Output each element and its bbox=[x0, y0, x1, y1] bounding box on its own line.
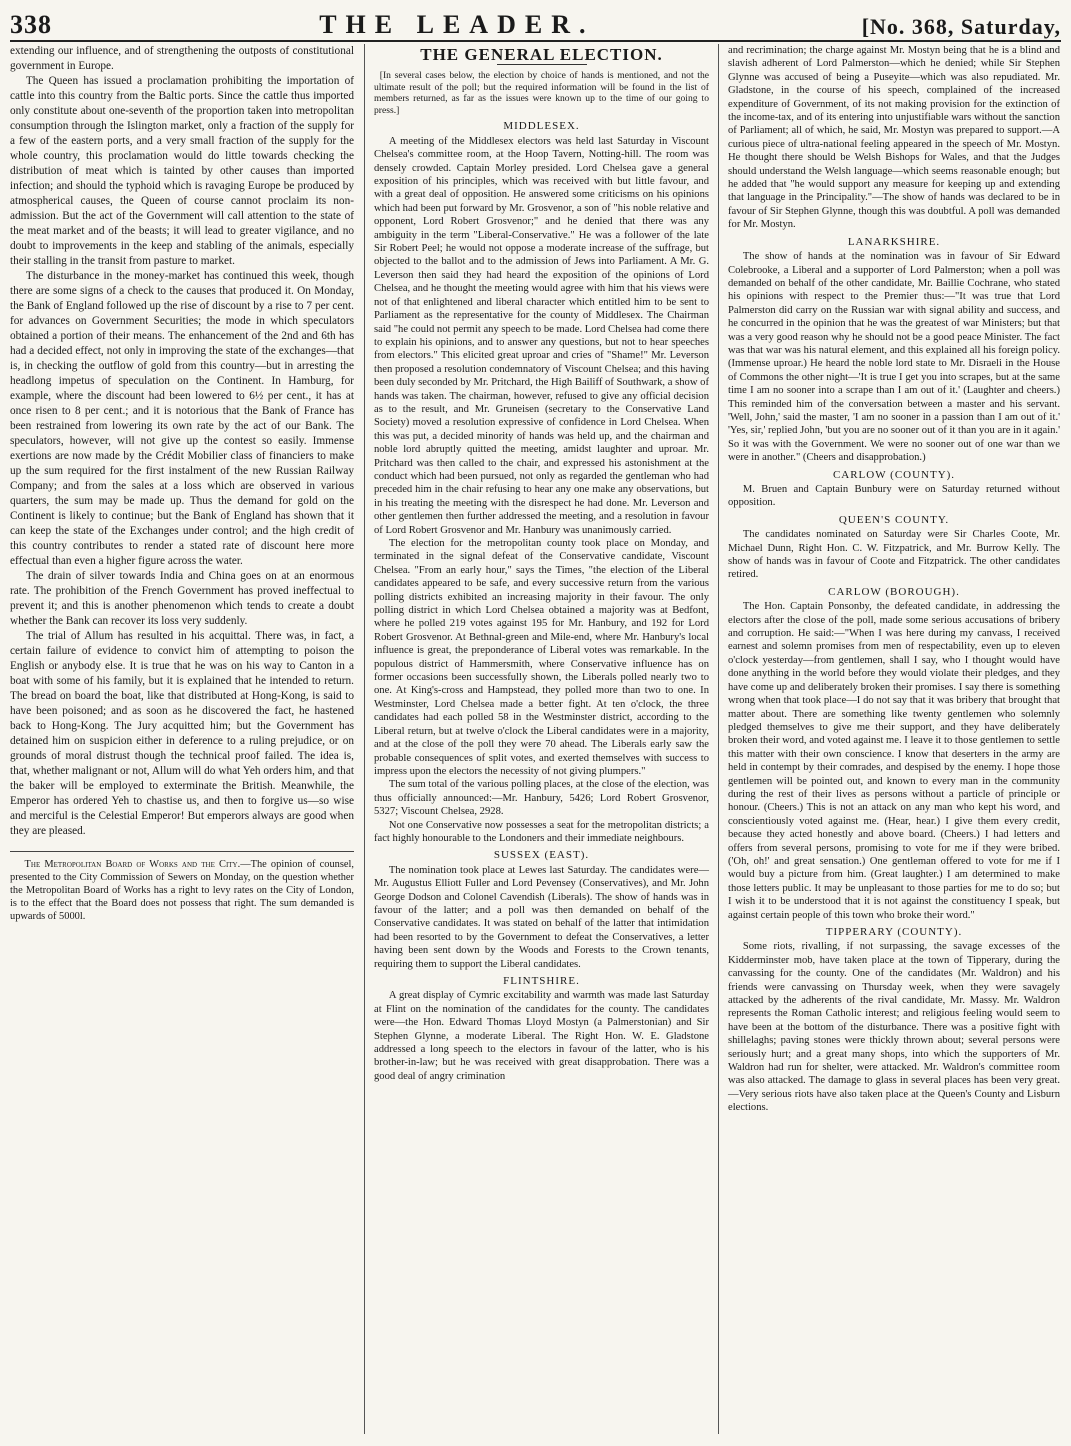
paragraph: A great display of Cymric excitability and warmth was made last Saturday at Flint on the nomination of the candidates for the county. The candidates were—the Hon. Edward Thomas Lloyd Mostyn (a Palmerstonian) and Sir Stephen Glynne, a moderate Liberal. The Right Hon. W. E. Gladstone addressed a long speech to the electors in favour of the latter, who is his brother-in-law; but he was received with great disapprobation. There was a good deal of angry crimination bbox=[374, 990, 709, 1082]
paragraph: The election for the metropolitan county took place on Monday, and terminated in the signal defeat of the Conservative candidate, Viscount Chelsea. "From an early hour," says the Times, "the election of the Liberal candidates appeared to be safe, and every successive return from the various polling districts exhibited an increasing majority in their favour. The only polling district in which Lord Chelsea obtained a majority was at Bedfont, where he polled 219 votes against 195 for Mr. Hanbury, and 192 for Lord Robert Grosvenor. At Bethnal-green and Mile-end, where Mr. Hanbury's local influence is great, the preponderance of Liberal votes was remarkable. In the populous district of Hammersmith, where Conservative influence has on former occasions been successfully shown, the Liberals polled nearly two to one. At King's-cross and Hampstead, they polled more than two to one. In Westminster, Lord Chelsea made a better fight. At ten o'clock, the three candidates had each polled 58 in the Westminster district, according to the Liberal return, but at twelve o'clock the Liberal candidates were in a majority, and at the close of the poll they were 70 ahead. The Liberals early saw the probable consequences of split votes, and exerted themselves with success to impress upon the electors the necessity of not giving plumpers." bbox=[374, 538, 709, 777]
mbw-text: —The opinion of counsel, presented to the City Commission of Sewers on Monday, on the question whether the Metropolitan Board of Works has a right to levy rates on the City of London, is to the effect that the Board does not possess that right. The sum demanded is upwards of 5000l. bbox=[10, 859, 354, 922]
paragraph: and recrimination; the charge against Mr. Mostyn being that he is a blind and slavish adherent of Lord Palmerston—which he denied; while Sir Stephen Glynne was accused of being a Puseyite—which was also repudiated. Mr. Gladstone, in the course of his speech, complained of the increased expenditure of Government, of its not making provision for the extinction of the income-tax, and of its entering into unjustifiable wars without the sanction of Parliament; all of which, he said, Mr. Mostyn was prepared to support.—A curious piece of ultra-national feeling appeared in the speech of Mr. Mostyn. He thought there should be Welsh Bishops for Wales, and that the Judges should understand the Welsh language—which seems reasonable enough; but he added that "he would support any measure for keeping up and extending that language in the Principality."—The show of hands was declared to be in favour of Sir Stephen Glynne, though this was doubtful. A poll was demanded for Mr. Mostyn. bbox=[728, 45, 1060, 231]
page-number: 338 bbox=[10, 10, 52, 39]
subheading-queens-county: QUEEN'S COUNTY. bbox=[838, 513, 950, 526]
paragraph: The candidates nominated on Saturday were Sir Charles Coote, Mr. Michael Dunn, Right Hon. C. W. Fitzpatrick, and Mr. Burrow Kelly. The show of hands was in favour of Coote and Fitzpatrick. The other candidates retired. bbox=[728, 529, 1060, 581]
subheading-lanarkshire: LANARKSHIRE. bbox=[847, 235, 941, 248]
divider bbox=[10, 851, 354, 852]
issue-number: [No. 368, Saturday, bbox=[861, 14, 1061, 39]
mbw-paragraph bbox=[10, 858, 354, 923]
mbw-lead: The Metropolitan Board of Works and the City. bbox=[24, 859, 241, 870]
paragraph: The Hon. Captain Ponsonby, the defeated candidate, in addressing the electors after the close of the poll, made some serious accusations of bribery and corruption. He said:—"When I was here during my canvass, I received earnest and solemn promises from men of respectability, even up to eleven o'clock yesterday—from gentlemen, shall I say, who I thought would have done anything in the world before they would violate their pledges, and they have come up and deliberately broken their promises. I say there is something wrong when that took place—I do not say that it was bribery that brought that matter about. There are something like twenty gentlemen who solemnly pledged themselves to give me their support, and they have deliberately broken their word, and voted against me. I leave it to those gentlemen to settle this matter with their own conscience. I know that deserters in the army are held in contempt by their comrades, and despised by the enemy. I hope those gentlemen will be pointed out, and known to every man in the community during the rest of their lives as persons without a particle of principle or honour. (Cheers.) This is not an attack on any man who kept his word, and conscientiously voted against me. (Hear, hear.) I give them every credit, because they acted honestly and above board. (Cheers.) I had letters and offers from several persons, promising to vote for me if they were bribed. ('Oh, oh!' and great sensation.) One gentleman offered to vote for me if I would buy a picture from him. (Great laughter.) I am determined to make those letters public. It may be unpleasant to those parties for me to do so; but I wish it to be understood that it is not against the constituency I speak, but against certain people of this town who broke their word." bbox=[728, 601, 1060, 921]
editorial-note: [In several cases below, the election by choice of hands is mentioned, and not the ultimate result of the poll; but the required information will be found in the list of members returned, as far as the issues were known up to the time of our going to press.] bbox=[374, 70, 709, 116]
paragraph: Some riots, rivalling, if not surpassing, the savage excesses of the Kidderminster mob, have taken place at the town of Tipperary, during the canvassing for the county. One of the candidates (Mr. Waldron) and his friends were canvassing on Thursday week, when they were savagely attacked by the adherents of the rival candidate, Mr. Massy. Mr. Waldron represents the Roman Catholic interest; and religious feeling would seem to have been at the bottom of the disturbance. There was a positive fight with shillelaghs; paving stones were thickly thrown about; several persons were seriously hurt; and a great many shops, into which the supporters of Mr. Waldron had run for shelter, were attacked. Mr. Waldron's committee room was also attacked. The damage to glass in several places has been very great.—Very serious riots have also taken place at the Queen's County and Lisburn elections. bbox=[728, 941, 1060, 1114]
section-headline: THE GENERAL ELECTION. bbox=[420, 45, 663, 64]
paper-title: THE LEADER. bbox=[319, 10, 595, 39]
column-2 bbox=[365, 44, 719, 1434]
paragraph: extending our influence, and of strengthening the outposts of constitutional government in Europe. bbox=[10, 45, 354, 72]
subheading-carlow-borough: CARLOW (BOROUGH). bbox=[828, 585, 960, 598]
paragraph: The disturbance in the money-market has continued this week, though there are some signs of a check to the causes that produced it. On Monday, the Bank of England followed up the rise of discount by a rise to 7 per cent. for advances on Government Securities; the mode in which speculators obtained a portion of their means. The enhancement of the 2nd and 6th has had a decided effect, not only in improving the state of the exchanges—that is, in checking the outflow of gold from this country—but in arresting the headlong impetus of speculation on the Continent. In Hamburg, for example, where the discount had been lowered to 6½ per cent., it has at once risen to 8 per cent.; and it is notorious that the Bank of France has been restrained from lowering its own rate by the act of our Bank. The speculators, however, will not give up the contest so easily. Immense exertions are now made by the Crédit Mobilier class of financiers to make up the sum required for the first instalment of the new Russian Railway Company; and from the sales at a loss which are observed in various quarters, the sum may be made up. Thus the demand for gold on the Continent is likely to continue; but the Bank of England has shown that it can keep the state of the Exchanges under control; and the high credit of this country contributes to render a stated rate of discount here more effectual than even a higher figure across the water. bbox=[10, 270, 354, 567]
paragraph: A meeting of the Middlesex electors was held last Saturday in Viscount Chelsea's committee room, at the Hoop Tavern, Notting-hill. The room was densely crowded. Captain Morley presided. Lord Chelsea gave a general exposition of his principles, which was received with but little favour, and with a great deal of opposition. He answered some criticisms on his opinions which had been put forward by Mr. Grosvenor, a son of "his noble relative and opponent, Lord Robert Grosvenor;" and he denied that there was any ambiguity in the term "Liberal-Conservative." He was a follower of the late Sir Robert Peel; he would not oppose a moderate increase of the suffrage, but objected to the ballot and to the admission of Jews into Parliament. A Mr. G. Leverson then said they had heard the exposition of the opinions of Lord Chelsea, and he thought the meeting would agree with him that his views were not of that enlightened and liberal character which entitled him to be sent to Parliament as the representative for the county of Middlesex. The Chairman said "he could not permit any speech to be made. Lord Chelsea had come there to explain his opinions, and to answer any questions, but not to hear speeches from electors." This elicited great uproar and cries of "Shame!" Mr. Leverson then proposed a resolution condemnatory of Viscount Chelsea; and this having been duly seconded by Mr. Pritchard, the High Bailiff of Southwark, a show of hands was taken. The chairman, however, refused to give any official decision as to the result, and Mr. Gruneisen (secretary to the Conservative Land Society) moved a resolution expressive of confidence in Lord Chelsea. When this was put, a decided minority of hands was held up, and the chairman and noble lord abruptly quitted the meeting, amidst laughter and uproar. Mr. Pritchard was then called to the chair, and expressed his astonishment at the conduct which had been pursued, not only as regarded the gentleman who had preceded him in the chair refusing to hear any one make any observations, but in his treating the meeting with the disrespect he had done. Mr. Leverson and other gentlemen then further addressed the meeting, and a resolution in favour of Lord Robert Grosvenor and Mr. Hanbury was unanimously carried. bbox=[374, 135, 709, 536]
paragraph: The nomination took place at Lewes last Saturday. The candidates were—Mr. Augustus Elliott Fuller and Lord Pevensey (Conservatives), and Mr. John George Dodson and Colonel Cavendish (Liberals). The show of hands was in favour of the latter; and a poll was then demanded on behalf of the Conservative candidates. It was stated on behalf of the latter that intimidation had been resorted to by the Government to defeat the Conservatives, a letter having been sent down by the Woods and Forests to the Crown tenants, requiring them to support the Liberal candidates. bbox=[374, 864, 709, 970]
column-1 bbox=[10, 44, 365, 1434]
subheading-carlow-county: CARLOW (COUNTY). bbox=[832, 468, 956, 481]
columns bbox=[10, 44, 1061, 1434]
paragraph: The show of hands at the nomination was in favour of Sir Edward Colebrooke, a Liberal and a supporter of Lord Palmerston; when a poll was demanded on behalf of the other candidate, Mr. Baillie Cochrane, who stated his opinions with respect to the Premier thus:—"It was true that Lord Palmerston did carry on the Russian war with signal ability and success, and he concurred in the opinion that he was the greatest of war Ministers; but that was a very good reason why he should not be a good peace Minister. The fact was that war was his natural element, and this explained all his foreign policy. (Immense uproar.) He heard the noble lord state to Mr. Disraeli in the House of Commons the other night—'It is true I get you into scrapes, but at the same time I am no sooner into a scrape than I am out of it.' (Laughter and cheers.) This reminded him of the conversation between a master and his servant. 'Well, John,' said the master, 'I am no sooner in a passion than I am out of it.' 'Yes, sir,' replied John, 'but you are no sooner out of it than you are in it again.' So it was with the Government. We were no sooner out of one war than we were in another." (Cheers and disapprobation.) bbox=[728, 251, 1060, 464]
subheading-flintshire: FLINTSHIRE. bbox=[503, 975, 580, 987]
paragraph: M. Bruen and Captain Bunbury were on Saturday returned without opposition. bbox=[728, 484, 1060, 509]
paragraph: Not one Conservative now possesses a seat for the metropolitan districts; a fact highly honourable to the Londoners and their immediate neighbours. bbox=[374, 819, 709, 844]
masthead bbox=[10, 8, 1061, 42]
subheading-tipperary: TIPPERARY (COUNTY). bbox=[825, 926, 963, 938]
subheading-middlesex: MIDDLESEX. bbox=[503, 120, 580, 133]
paragraph: The trial of Allum has resulted in his acquittal. There was, in fact, a certain failure of evidence to convict him of attempting to poison the English or anybody else. It is true that he was on his way to Canton in a boat with some of his family, but it is explained that he intended to return. The bread on board the boat, like that distributed at Hong-Kong, is said to have been poisoned; and as soon as he discovered the fact, he hastened back to Hong-Kong. The Jury acquitted him; but the Government has detained him on suspicion either in deference to a ruling prejudice, or on grounds of moral distrust though the technical proof failed. The idea is, that, whether malignant or not, Allum will do what Yeh orders him, and that the baker will be employed to exterminate the British. Meanwhile, the Emperor has ordered Yeh to chastise us, and then to forgive us—so wise and merciful is the Celestial Emperor! But emperors always are good when they are pleased. bbox=[10, 630, 354, 837]
divider bbox=[497, 64, 587, 65]
paragraph: The drain of silver towards India and China goes on at an enormous rate. The prohibition of the French Government has proved ineffectual to prevent it; and this is another phenomenon which tends to create a doubt whether the Bank can recover its loss very suddenly. bbox=[10, 570, 354, 627]
paragraph: The sum total of the various polling places, at the close of the election, was thus officially announced:—Mr. Hanbury, 5426; Lord Robert Grosvenor, 5327; Viscount Chelsea, 2928. bbox=[374, 779, 709, 818]
paragraph: The Queen has issued a proclamation prohibiting the importation of cattle into this country from the Baltic ports. Since the cattle thus imported only constitute about one-seventh of the proportion taken into metropolitan consumption through the Islington market, only a fraction of the supply for a few of the eastern ports, and a very small fraction of the supply for the whole country, this proclamation would do little towards checking the distribution of meat which is tainted by other causes than imported infection; and should the typhoid which is ravaging Europe be produced by atmospherical causes, the Queen of course cannot proclaim its non-admission. But the act of the Government will call attention to the state of the meat market and of the beasts; it will lead to greater vigilance, and no doubt to improvements in the keep and stabling of the animals, especially their stalling in the transit from pasture to market. bbox=[10, 75, 354, 267]
column-3 bbox=[719, 44, 1060, 1434]
subheading-sussex: SUSSEX (EAST). bbox=[493, 849, 590, 862]
